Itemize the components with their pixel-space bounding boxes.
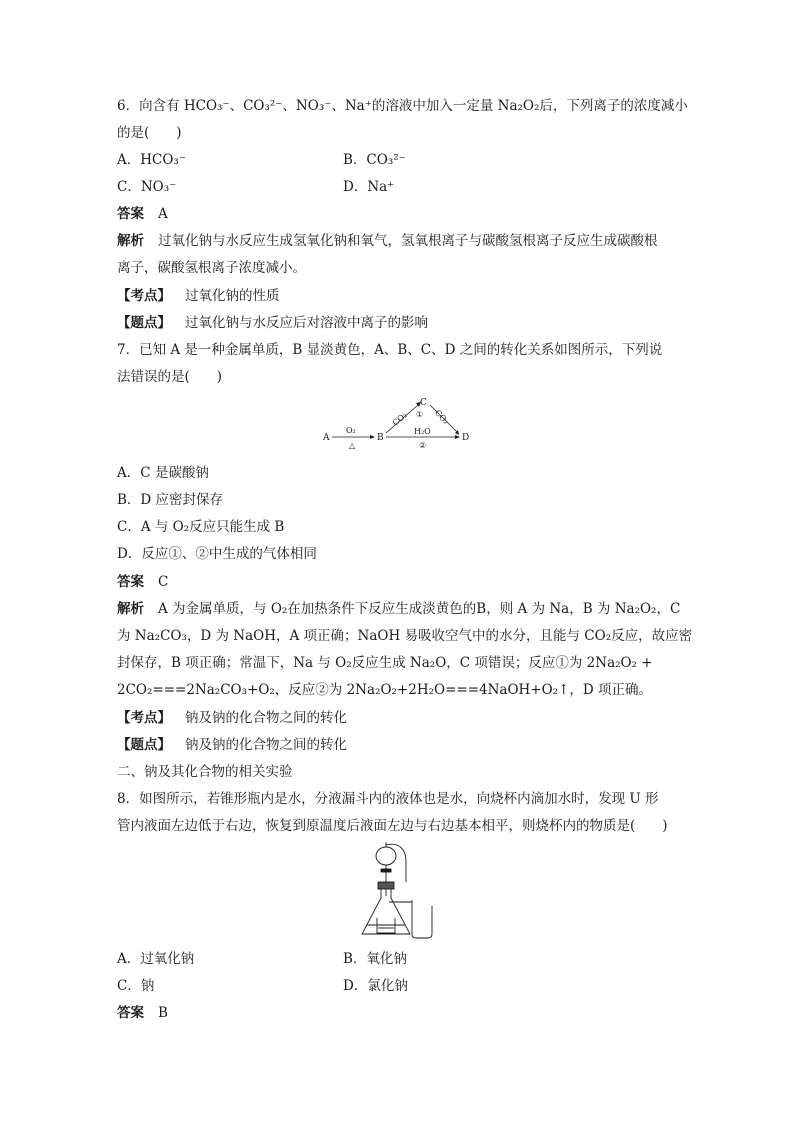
kaodian-text: 过氧化钠的性质 xyxy=(185,288,280,304)
q8-apparatus-figure xyxy=(348,842,438,940)
pressure-tube xyxy=(386,844,406,882)
label-h2o: H₂O xyxy=(414,427,431,436)
arrowhead-b-d xyxy=(455,435,460,439)
q7-option-d: D．反应①、②中生成的气体相同 xyxy=(117,546,317,562)
q6-stem-line2: 的是( ) xyxy=(117,125,182,141)
stopper xyxy=(378,882,394,889)
q7-kaodian xyxy=(117,709,347,727)
tidian-text: 过氧化钠与水反应后对溶液中离子的影响 xyxy=(185,315,428,331)
answer-label: 答案 xyxy=(117,1005,144,1021)
analysis-text: 过氧化钠与水反应生成氢氧化钠和氧气，氢氧根离子与碳酸氢根离子反应生成碳酸根 xyxy=(158,233,658,249)
arrowhead-a-b xyxy=(370,435,375,439)
node-b: B xyxy=(377,433,384,443)
answer-value: C xyxy=(158,574,169,590)
q7-analysis-line3: 封保存，B 项正确；常温下，Na 与 O₂反应生成 Na₂O，C 项错误；反应①为 2Na₂O₂ + xyxy=(117,655,653,671)
label-r1: ① xyxy=(416,410,424,419)
node-c: C xyxy=(420,398,427,408)
q6-stem-line1: 6．向含有 HCO₃⁻、CO₃²⁻、NO₃⁻、Na⁺的溶液中加入一定量 Na₂O₂后，下列离子的浓度减小 xyxy=(117,98,688,114)
q7-option-c: C．A 与 O₂反应只能生成 B xyxy=(117,519,285,535)
q8-option-c: C．钠 xyxy=(117,978,155,994)
answer-label: 答案 xyxy=(117,206,144,222)
q6-tidian xyxy=(117,314,428,332)
q8-stem-line2: 管内液面左边低于右边，恢复到原温度后液面左边与右边基本相平，则烧杯内的物质是( ) xyxy=(117,818,668,834)
section-heading: 二、钠及其化合物的相关实验 xyxy=(117,764,293,780)
funnel-bulb xyxy=(376,847,396,865)
label-co2-right: CO₂ xyxy=(432,408,451,426)
kaodian-label: 【考点】 xyxy=(117,288,171,304)
q7-analysis-line1 xyxy=(117,600,680,618)
analysis-label: 解析 xyxy=(117,601,144,617)
node-a: A xyxy=(323,433,330,443)
node-d: D xyxy=(462,433,470,443)
q8-option-d: D．氯化钠 xyxy=(343,978,408,994)
q7-option-a: A．C 是碳酸钠 xyxy=(117,465,209,481)
q7-analysis-line2: 为 Na₂CO₃，D 为 NaOH，A 项正确；NaOH 易吸收空气中的水分，且能与 CO₂反应，故应密 xyxy=(117,628,693,644)
inner-beaker xyxy=(377,918,395,933)
answer-value: B xyxy=(158,1005,168,1021)
q8-option-b: B．氧化钠 xyxy=(343,951,407,967)
stopcock xyxy=(381,869,391,872)
q7-stem-line2: 法错误的是( ) xyxy=(117,369,223,385)
answer-label: 答案 xyxy=(117,574,144,590)
tidian-label: 【题点】 xyxy=(117,737,171,753)
q6-option-c: C．NO₃⁻ xyxy=(117,179,177,195)
q6-option-d: D．Na⁺ xyxy=(343,179,395,195)
label-o2: O₂ xyxy=(346,426,356,435)
q6-option-b: B．CO₃²⁻ xyxy=(343,152,406,168)
q8-option-a: A．过氧化钠 xyxy=(117,951,195,967)
q6-answer xyxy=(117,205,168,223)
q7-conversion-diagram xyxy=(320,396,480,450)
kaodian-label: 【考点】 xyxy=(117,710,171,726)
label-co2-left: CO₂ xyxy=(390,410,409,428)
q7-option-b: B．D 应密封保存 xyxy=(117,492,224,508)
q6-analysis-line2: 离子，碳酸氢根离子浓度减小。 xyxy=(117,260,306,276)
tidian-text: 钠及钠的化合物之间的转化 xyxy=(185,737,347,753)
q6-analysis-line1 xyxy=(117,232,658,250)
answer-value: A xyxy=(158,206,168,222)
q7-tidian xyxy=(117,736,347,754)
analysis-label: 解析 xyxy=(117,233,144,249)
tidian-label: 【题点】 xyxy=(117,315,171,331)
q7-stem-line1: 7．已知 A 是一种金属单质，B 显淡黄色，A、B、C、D 之间的转化关系如图所示，下列说 xyxy=(117,342,663,358)
u-tube xyxy=(412,900,432,938)
q7-analysis-line4: 2CO₂===2Na₂CO₃+O₂，反应②为 2Na₂O₂+2H₂O===4NaOH+O₂↑，D 项正确。 xyxy=(117,682,653,698)
analysis-text: A 为金属单质，与 O₂在加热条件下反应生成淡黄色的B，则 A 为 Na，B 为 Na₂O₂，C xyxy=(158,601,681,617)
q8-answer xyxy=(117,1004,168,1022)
q6-kaodian xyxy=(117,287,280,305)
q8-stem-line1: 8．如图所示，若锥形瓶内是水，分液漏斗内的液体也是水，向烧杯内滴加水时，发现 U 形 xyxy=(117,791,659,807)
kaodian-text: 钠及钠的化合物之间的转化 xyxy=(185,710,347,726)
q7-answer xyxy=(117,573,168,591)
label-heat: △ xyxy=(349,441,356,450)
q6-option-a: A．HCO₃⁻ xyxy=(117,152,186,168)
label-r2: ② xyxy=(419,441,427,450)
